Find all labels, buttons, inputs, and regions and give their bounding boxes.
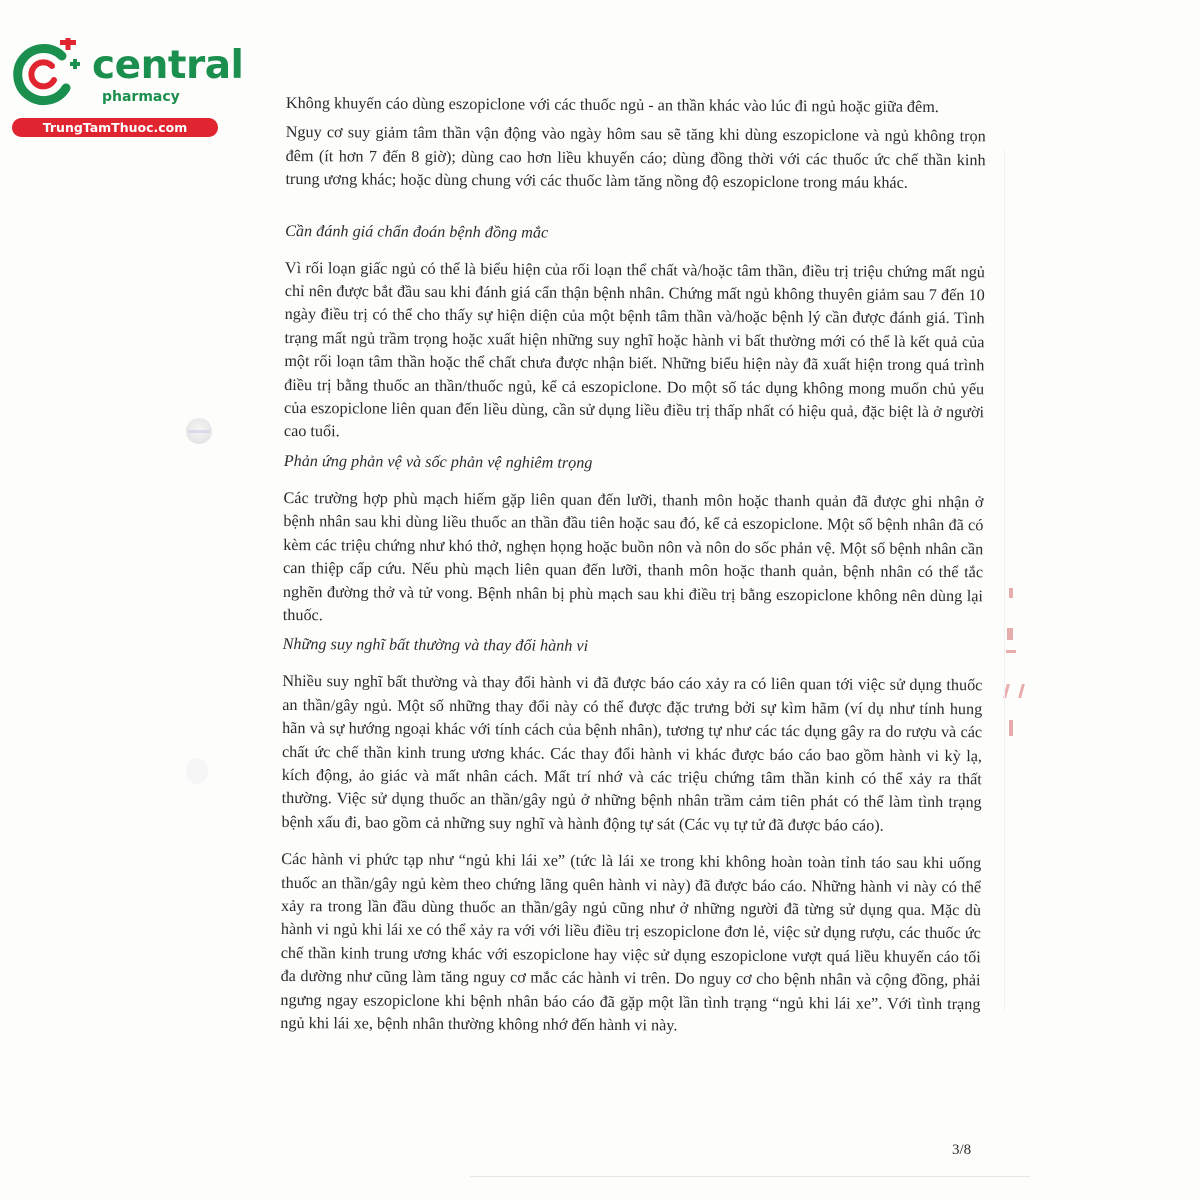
scan-shadow [1004,150,1005,1010]
central-pharmacy-logo-icon [10,38,84,106]
paragraph: Các trường hợp phù mạch hiếm gặp liên quan đến lưỡi, thanh môn hoặc thanh quản đã được ghi nhận ở bệnh nhân sau khi dùng liều thuốc an thần đầu tiên hoặc sau đó, kể cả eszopiclone. Một số bệnh nhân đã có kèm các triệu chứng như khó thở, nghẹn họng hoặc buồn nôn và nôn do sốc phản vệ. Một số bệnh nhân cần can thiệp cấp cứu. Nếu phù mạch liên quan đến lưỡi, thanh môn hoặc thanh quản, bệnh nhân có thể tắc nghẽn đường thở và tử vong. Bệnh nhân bị phù mạch sau khi điều trị bằng eszopiclone không nên dùng lại thuốc. [282,488,984,625]
logo-brand-name: central [92,43,244,88]
logo-subtitle: pharmacy [102,89,180,105]
scan-shadow [470,1176,1030,1177]
stamp-edge-mark [1003,588,1021,748]
section-heading: Phản ứng phản vệ và sốc phản vệ nghiêm trọng [283,451,593,472]
section-heading: Những suy nghĩ bất thường và thay đổi hành vi [282,635,589,656]
paragraph: Không khuyến cáo dùng eszopiclone với các thuốc ngủ - an thần khác vào lúc đi ngủ hoặc giữa đêm. [285,93,939,116]
section-heading: Cần đánh giá chẩn đoán bệnh đồng mắc [285,221,549,242]
page-number: 3/8 [952,1142,972,1158]
paragraph: Nguy cơ suy giảm tâm thần vận động vào ngày hôm sau sẽ tăng khi dùng eszopiclone và ngủ không trọn đêm (ít hơn 7 đến 8 giờ); dùng cao hơn liều khuyến cáo; dùng đồng thời với các thuốc ức chế thần kinh trung ương khác; hoặc dùng chung với các thuốc làm tăng nồng độ eszopiclone trong máu khác. [285,123,986,193]
paragraph: Các hành vi phức tạp như “ngủ khi lái xe” (tức là lái xe trong khi không hoàn toàn tỉnh táo sau khi uống thuốc an thần/gây ngủ kèm theo chứng lãng quên hành vi này) đã được báo cáo. Những hành vi này có thể xảy ra trong lần đầu dùng thuốc an thần/gây ngủ cũng như ở những người đã từng sử dụng qua. Mặc dù hành vi ngủ khi lái xe có thể xảy ra với với liều điều trị eszopiclone đơn lẻ, việc sử dụng rượu, các thuốc ức chế thần kinh trung ương khác với eszopiclone hay việc sử dụng eszopiclone vượt quá liều khuyến cáo tối đa dường như cũng làm tăng nguy cơ mắc các hành vi trên. Do nguy cơ cho bệnh nhân và cộng đồng, phải ngưng ngay eszopiclone khi bệnh nhân báo cáo đã gặp một lần tình trạng “ngủ khi lái xe”. Với tình trạng ngủ khi lái xe, bệnh nhân thường không nhớ đến hành vi này. [280,850,982,1035]
punch-hole-mark [186,418,212,444]
punch-hole-mark [186,758,208,784]
paragraph: Vì rối loạn giấc ngủ có thể là biểu hiện của rối loạn thể chất và/hoặc tâm thần, điều trị triệu chứng mất ngủ chỉ nên được bắt đầu sau khi đánh giá cẩn thận bệnh nhân. Chứng mất ngủ không thuyên giảm sau 7 đến 10 ngày điều trị có thể cho thấy sự hiện diện của một bệnh tâm thần và/hoặc bệnh lý cần được đánh giá. Tình trạng mất ngủ trầm trọng hoặc xuất hiện những suy nghĩ hoặc hành vi bất thường mới có thể là kết quả của một rối loạn tâm thần hoặc thể chất chưa được nhận biết. Những biểu hiện này đã xuất hiện trong quá trình điều trị bằng thuốc an thần/thuốc ngủ, kể cả eszopiclone. Do một số tác dụng không mong muốn chủ yếu của eszopiclone liên quan đến liều dùng, cần sử dụng liều điều trị thấp nhất có hiệu quả, đặc biệt là ở người cao tuổi. [283,258,985,441]
logo-website-link[interactable]: TrungTamThuoc.com [12,118,218,137]
central-pharmacy-logo[interactable] [10,38,244,138]
document-body [280,92,986,1054]
paragraph: Nhiều suy nghĩ bất thường và thay đổi hành vi đã được báo cáo xảy ra có liên quan tới việc sử dụng thuốc an thần/gây ngủ. Một số những thay đổi này có thể được đặc trưng bởi sự kìm hãm (ví dụ như tính hung hãn và sự hướng ngoại khác với tính cách của bệnh nhân), tương tự như các tác dụng gây ra do rượu và các chất ức chế thần kinh trung ương khác. Các thay đổi hành vi khác được báo cáo bao gồm hành vi kỳ lạ, kích động, ảo giác và mất nhân cách. Mất trí nhớ và các triệu chứng tâm thần kinh có thể xảy ra thất thường. Việc sử dụng thuốc an thần/gây ngủ ở những bệnh nhân trầm cảm tiên phát có thể làm tình trạng bệnh xấu đi, bao gồm cả những suy nghĩ và hành động tự sát (Các vụ tự tử đã được báo cáo). [281,672,983,835]
